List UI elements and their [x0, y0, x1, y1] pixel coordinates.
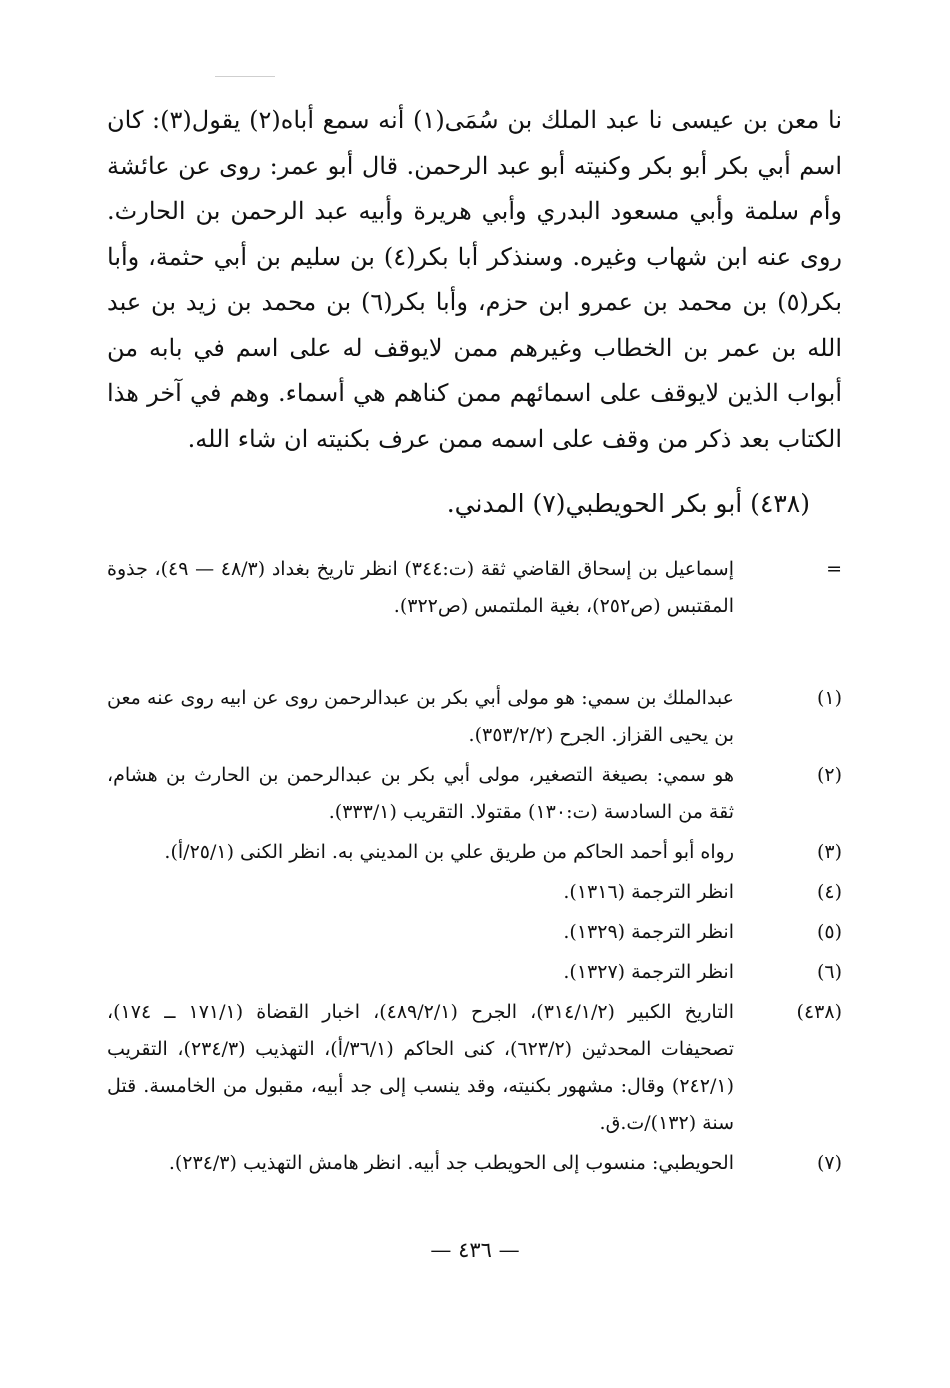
footnote-text: انظر الترجمة (١٣١٦). — [563, 881, 734, 903]
footnote-text: انظر الترجمة (١٣٢٧). — [563, 961, 734, 983]
continuation-marker: = — [826, 558, 842, 580]
main-paragraph: نا معن بن عيسى نا عبد الملك بن سُمَى(١) أنه سمع أباه(٢) يقول(٣): كان اسم أبي بكر أبو بكر وكنيته أبو عبد الرحمن. قال أبو عمر: روى عن عائشة وأم سلمة وأبي مسعود البدري وأبي هريرة وأبيه عبد الرحمن بن الحارث. روى عنه ابن شهاب وغيره. وسنذكر أبا بكر(٤) بن سليم بن أبي حثمة، وأبا بكر(٥) بن محمد بن عمرو ابن حزم، وأبا بكر(٦) بن محمد بن زيد بن عبد الله بن عمر بن الخطاب وغيرهم ممن لايوقف له على اسم في بابه من أبواب الذين لايوقف على اسمائهم ممن كناهم هي أسماء. وهم في آخر هذا الكتاب بعد ذكر من وقف على اسمه ممن عرف بكنيته ان شاء الله. — [107, 106, 843, 453]
footnote-number: (٤) — [816, 881, 842, 903]
top-rule — [215, 76, 275, 77]
footnote-text: عبدالملك بن سمي: هو مولى أبي بكر بن عبدالرحمن روى عن ابيه روى عنه معن بن يحيى القزاز. الجرح (٣٥٣/٢/٢). — [107, 687, 734, 746]
footnote-4 — [107, 874, 842, 911]
footnote-number: (٤٣٨) — [796, 1001, 842, 1023]
footnote-number: (٣) — [816, 841, 842, 863]
footnote-2 — [107, 757, 842, 831]
footnote-text: انظر الترجمة (١٣٢٩). — [563, 921, 734, 943]
footnote-6 — [107, 954, 842, 991]
footnote-5 — [107, 914, 842, 951]
footnote-number: (٥) — [816, 921, 842, 943]
page-number: — ٤٣٦ — — [430, 1238, 520, 1262]
footnote-3 — [107, 834, 842, 871]
footnotes-list — [107, 680, 842, 1185]
footnote-text: التاريخ الكبير (٣١٤/١/٢)، الجرح (٤٨٩/٢/١)، اخبار القضاة (١٧١/١ ــ ١٧٤)، تصحيفات المحدثين (٦٢٣/٢)، كنى الحاكم (٣٦/١/أ)، التهذيب (٢٣٤/٣)، التقريب (٢٤٢/١) وقال: مشهور بكنيته، وقد ينسب إلى جد أبيه، مقبول من الخامسة. قتل سنة (١٣٢)/ت.ق. — [107, 1001, 734, 1134]
footnote-number: (٢) — [816, 764, 842, 786]
footnote-1 — [107, 680, 842, 754]
continued-footnote-text: إسماعيل بن إسحاق القاضي ثقة (ت:٣٤٤) انظر تاريخ بغداد (٤٨/٣ — ٤٩)، جذوة المقتبس (ص٢٥٢)، بغية الملتمس (ص٣٢٢). — [107, 558, 735, 617]
footnote-number: (١) — [816, 687, 842, 709]
footnote-7 — [107, 1145, 842, 1182]
footnote-number: (٦) — [816, 961, 842, 983]
footnote-text: رواه أبو أحمد الحاكم من طريق علي بن المديني به. انظر الكنى (٢٥/١/أ). — [164, 841, 734, 863]
footnote-438 — [107, 994, 842, 1142]
entry-heading: (٤٣٨) أبو بكر الحويطبي(٧) المدني. — [446, 489, 810, 518]
footnote-text: الحويطبي: منسوب إلى الحويطب جد أبيه. انظر هامش التهذيب (٢٣٤/٣). — [168, 1152, 734, 1174]
footnote-number: (٧) — [816, 1152, 842, 1174]
footnote-text: هو سمي: بصيغة التصغير، مولى أبي بكر بن عبدالرحمن بن الحارث بن هشام، ثقة من السادسة (ت:١٣٠) مقتولا. التقريب (٣٣٣/١). — [107, 764, 734, 823]
continued-footnote — [107, 551, 842, 625]
